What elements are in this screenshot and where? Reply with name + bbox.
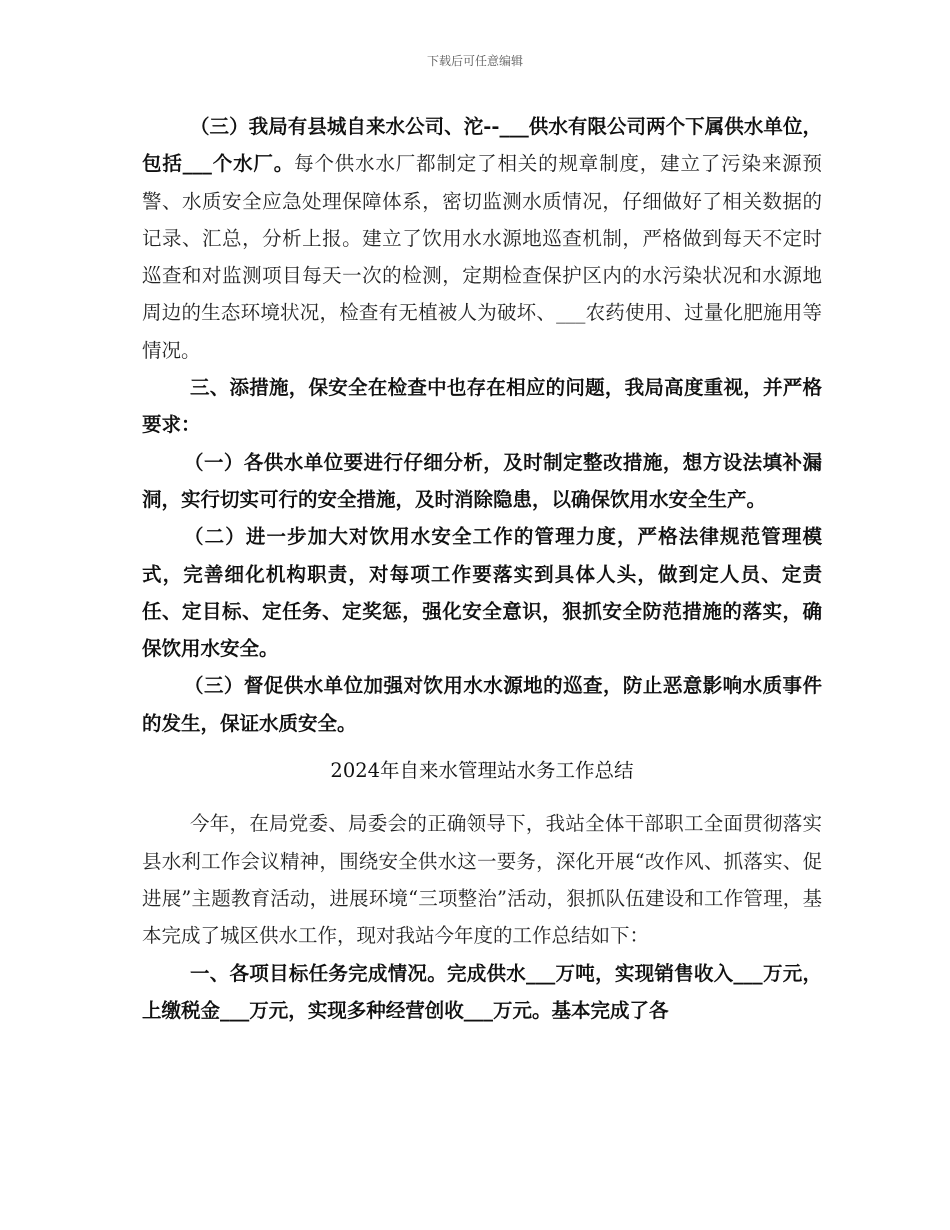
paragraph-water-units-normal: 每个供水水厂都制定了相关的规章制度，建立了污染来源预警、水质安全应急处理保障体系，密切监测水质情况，仔细做好了相关数据的记录、汇总，分析上报。建立了饮用水水源地巡查机制，严格做到每天不定时巡查和对监测项目每天一次的检测，定期检查保护区内的水污染状况和水源地周边的生态环境状况，检查有无植被人为破坏、___农药使用、过量化肥施用等情况。: [142, 152, 822, 362]
paragraph-measure-2: （二）进一步加大对饮用水安全工作的管理力度，严格法律规范管理模式，完善细化机构职责，对每项工作要落实到具体人头，做到定人员、定责任、定目标、定任务、定奖惩，强化安全意识，狠抓安全防范措施的落实，确保饮用水安全。: [142, 525, 822, 661]
header-note: 下载后可任意编辑: [426, 54, 523, 68]
summary-intro: 今年，在局党委、局委会的正确领导下，我站全体干部职工全面贯彻落实县水利工作会议精神，围绕安全供水这一要务，深化开展“改作风、抓落实、促进展”主题教育活动，进展环境“三项整治”活动，狠抓队伍建设和工作管理，基本完成了城区供水工作，现对我站今年度的工作总结如下：: [142, 812, 822, 948]
paragraph-measure-1: （一）各供水单位要进行仔细分析，及时制定整改措施，想方设法填补漏洞，实行切实可行的安全措施，及时消除隐患，以确保饮用水安全生产。: [142, 450, 822, 511]
document-body: [142, 108, 822, 1029]
paragraph-measures-heading: 三、添措施，保安全在检查中也存在相应的问题，我局高度重视，并严格要求：: [142, 376, 822, 437]
paragraph-measure-3: （三）督促供水单位加强对饮用水水源地的巡查，防止恶意影响水质事件的发生，保证水质安全。: [142, 674, 822, 735]
summary-targets: 一、各项目标任务完成情况。完成供水___万吨，实现销售收入___万元，上缴税金___万元，实现多种经营创收___万元。基本完成了各: [142, 961, 822, 1022]
section-title: 2024年自来水管理站水务工作总结: [330, 759, 634, 783]
paragraph-water-units: [142, 108, 822, 369]
paragraph-water-units-bold: （三）我局有县城自来水公司、沱--___供水有限公司两个下属供水单位，包括___个水厂。: [142, 115, 822, 176]
